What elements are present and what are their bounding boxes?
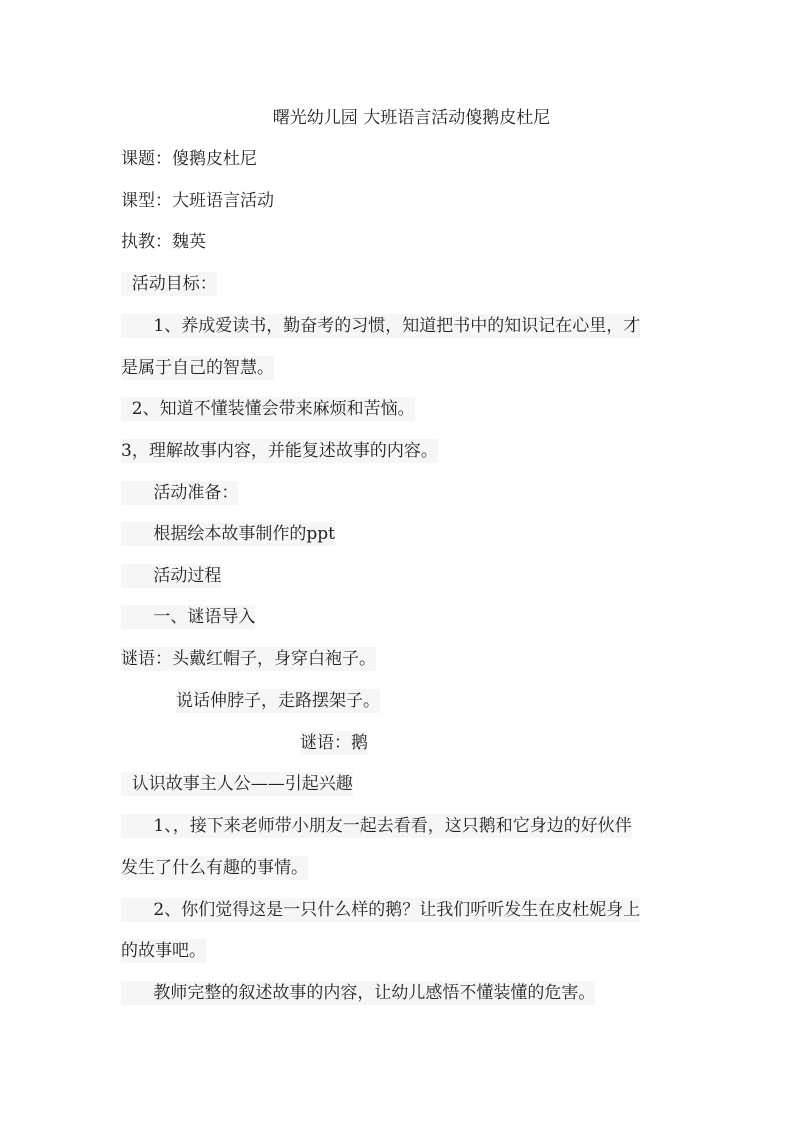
preparation-heading: 活动准备： xyxy=(121,483,239,503)
riddle-line-2: 说话伸脖子，走路摆架子。 xyxy=(176,691,380,711)
goal-1-line-2: 是属于自己的智慧。 xyxy=(121,358,274,378)
subject-line: 课题：傻鹅皮杜尼 xyxy=(121,149,257,169)
step-2-line-2: 的故事吧。 xyxy=(121,941,206,961)
preparation-line: 根据绘本故事制作的ppt xyxy=(121,524,336,544)
document-title: 曙光幼儿园 大班语言活动傻鹅皮杜尼 xyxy=(272,108,551,128)
riddle-answer: 谜语：鹅 xyxy=(300,733,368,753)
step-1-line-2: 发生了什么有趣的事情。 xyxy=(121,858,308,878)
process-heading: 活动过程 xyxy=(121,566,222,586)
teacher-line: 执教：魏英 xyxy=(121,232,206,252)
type-line: 课型：大班语言活动 xyxy=(121,191,274,211)
step-1-line-1: 1、，接下来老师带小朋友一起去看看，这只鹅和它身边的好伙伴 xyxy=(121,816,632,836)
goals-heading: 活动目标： xyxy=(121,274,217,294)
goal-2-line: 2、知道不懂装懂会带来麻烦和苦恼。 xyxy=(121,399,415,419)
teacher-narration-line: 教师完整的叙述故事的内容，让幼儿感悟不懂装懂的危害。 xyxy=(121,983,596,1003)
step-2-line-1: 2、你们觉得这是一只什么样的鹅？让我们听听发生在皮杜妮身上 xyxy=(121,900,641,920)
riddle-intro-heading: 一、谜语导入 xyxy=(121,607,256,627)
protagonist-heading: 认识故事主人公——引起兴趣 xyxy=(121,774,353,794)
goal-1-line-1: 1、养成爱读书，勤奋考的习惯，知道把书中的知识记在心里，才 xyxy=(121,316,641,336)
riddle-line-1: 谜语：头戴红帽子，身穿白袍子。 xyxy=(121,649,376,669)
goal-3-line: 3，理解故事内容，并能复述故事的内容。 xyxy=(121,441,438,461)
